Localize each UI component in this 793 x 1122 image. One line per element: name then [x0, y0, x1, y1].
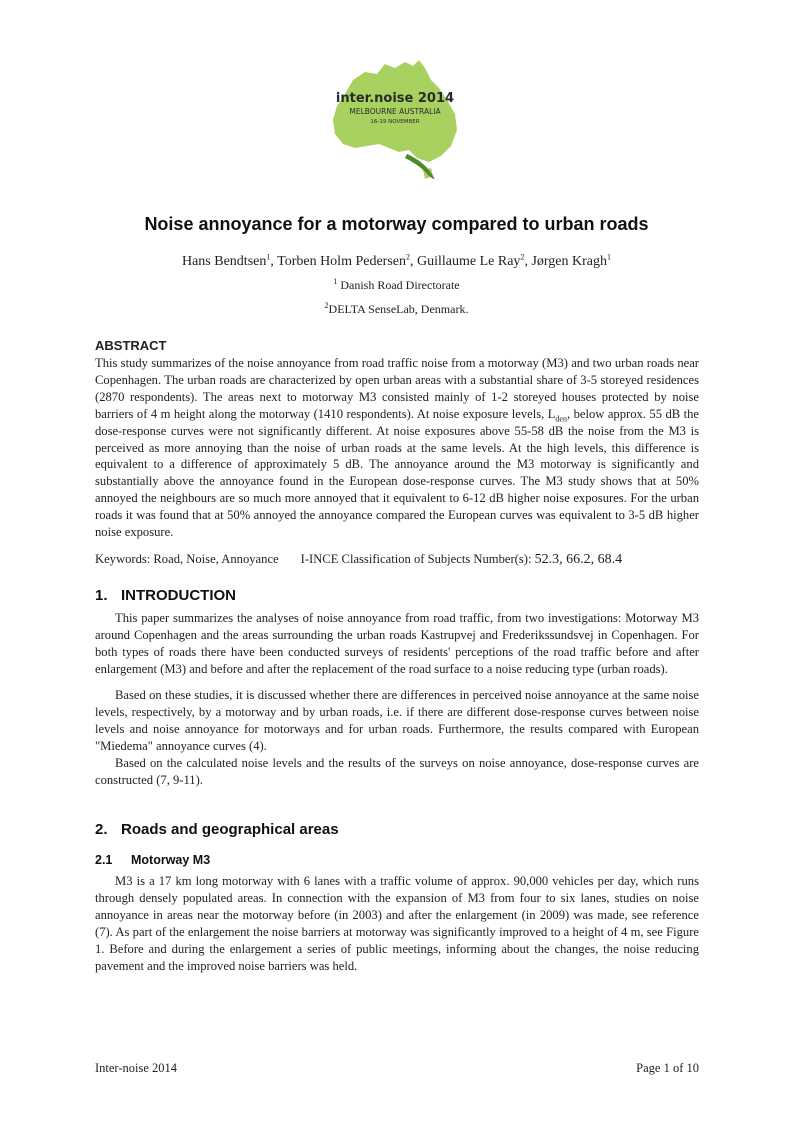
intro-paragraph: This paper summarizes the analyses of noise annoyance from road traffic, from two investigations: Motorway M3 around Copenhagen and the areas surrounding the urban roads Kastrupvej and Frederikssundsvej in Copenhagen. For both types of roads there have been conducted surveys of residents' perceptions of the road traffic before and after enlargement (M3) and before and after the replacement of the road surface to a noise reducing type (urban roads). — [95, 611, 699, 676]
keywords-line — [95, 552, 622, 568]
section-number: 2. — [95, 821, 108, 838]
section-heading-introduction — [95, 587, 236, 604]
abstract-text — [95, 355, 699, 541]
m3-paragraph: M3 is a 17 km long motorway with 6 lanes with a traffic volume of approx. 90,000 vehicles per day, which runs through densely populated areas. In connection with the expansion of M3 from four to six lanes, studies on noise annoyance in areas near the motorway before (in 2003) and after the enlargement (in 2009) was made, see reference (7). As part of the enlargement the noise barriers at motorway was significantly improved to a height of 4 m, see Figure 1. Before and during the enlargement a series of public meetings, informing about the changes, the noise reducing pavement and the improved noise barriers was held. — [95, 874, 699, 973]
author-affiliation-mark: 2 — [520, 252, 525, 262]
abstract-subscript: den — [555, 414, 567, 424]
classification-label: I-INCE Classification of Subjects Number(s): — [300, 552, 535, 566]
keywords-label: Keywords: Road, Noise, Annoyance — [95, 552, 279, 566]
intro-paragraph: Based on these studies, it is discussed whether there are differences in perceived noise annoyance at the same noise levels, respectively, by a motorway and by urban roads, i.e. if there are different dose-response curves between noise levels and noise annoyance for motorways and for urban roads. Furthermore, the results compared with European "Miedema" annoyance curves (4). — [95, 688, 699, 753]
author-name: Jørgen Kragh — [531, 254, 607, 269]
subsection-title: Motorway M3 — [131, 853, 211, 867]
logo-dates-text: 16-19 NOVEMBER — [370, 119, 420, 125]
author-separator: , — [270, 254, 278, 269]
author-separator: , — [524, 254, 532, 269]
paper-title: Noise annoyance for a motorway compared to urban roads — [144, 214, 649, 234]
subsection-number: 2.1 — [95, 853, 113, 867]
author-list — [0, 254, 793, 270]
logo-location-text: MELBOURNE AUSTRALIA — [349, 107, 441, 116]
section-number: 1. — [95, 587, 108, 604]
abstract-text-part: This study summarizes of the noise annoyance from road traffic noise from a motorway (M3) and two urban roads near Copenhagen. The urban roads are characterized by open urban areas with a substantial share of 3-5 storeyed residences (2870 respondents). The areas next to motorway M3 consisted mainly of 1-2 storeyed houses protected by noise barriers of 4 m height along the motorway (1410 respondents). At noise exposure levels, L — [95, 356, 699, 421]
abstract-heading: ABSTRACT — [95, 338, 167, 353]
author-name: Torben Holm Pedersen — [277, 254, 407, 269]
logo-brand-text: inter.noise 2014 — [335, 91, 455, 106]
subsection-heading-motorway-m3 — [95, 853, 210, 867]
affiliation-mark: 2 — [324, 301, 329, 310]
author-affiliation-mark: 2 — [406, 252, 411, 262]
affiliation-mark: 1 — [333, 277, 338, 286]
abstract-text-part: , below approx. 55 dB the dose-response curves were not significantly different. At noise exposures above 55-58 dB the noise from the M3 is perceived as more annoying than the noise of urban roads at the same levels. At the high levels, this difference is equivalent to a difference of approximately 5 dB. The annoyance around the M3 motorway is significantly and substantially above the annoyance found in the European dose-response curves. The M3 study shows that at 50% annoyed the neighbours are so much more annoyed that it equivalent to 6-12 dB higher noise exposures. For the urban roads it was found that at 50% annoyed the annoyance compared the European curves was equivalent to 3-5 dB higher noise exposure. — [95, 406, 699, 540]
author-name: Guillaume Le Ray — [417, 254, 521, 269]
author-name: Hans Bendtsen — [181, 254, 267, 269]
affiliation-text: DELTA SenseLab, Denmark. — [328, 302, 469, 316]
footer-conference: Inter-noise 2014 — [95, 1061, 178, 1075]
intro-paragraph: Based on the calculated noise levels and the results of the surveys on noise annoyance, dose-response curves are constructed (7, 9-11). — [95, 756, 699, 787]
conference-logo — [325, 58, 465, 188]
section-title: Roads and geographical areas — [121, 821, 339, 838]
author-separator: , — [410, 254, 418, 269]
footer-page-number: Page 1 of 10 — [636, 1061, 699, 1075]
section-title: INTRODUCTION — [121, 587, 236, 604]
affiliation-2 — [0, 302, 793, 317]
author-affiliation-mark: 1 — [607, 252, 611, 262]
section-heading-roads — [95, 821, 339, 838]
classification-values: 52.3, 66.2, 68.4 — [534, 552, 623, 567]
author-affiliation-mark: 1 — [266, 252, 271, 262]
affiliation-text: Danish Road Directorate — [337, 278, 460, 292]
affiliation-1 — [0, 278, 793, 293]
